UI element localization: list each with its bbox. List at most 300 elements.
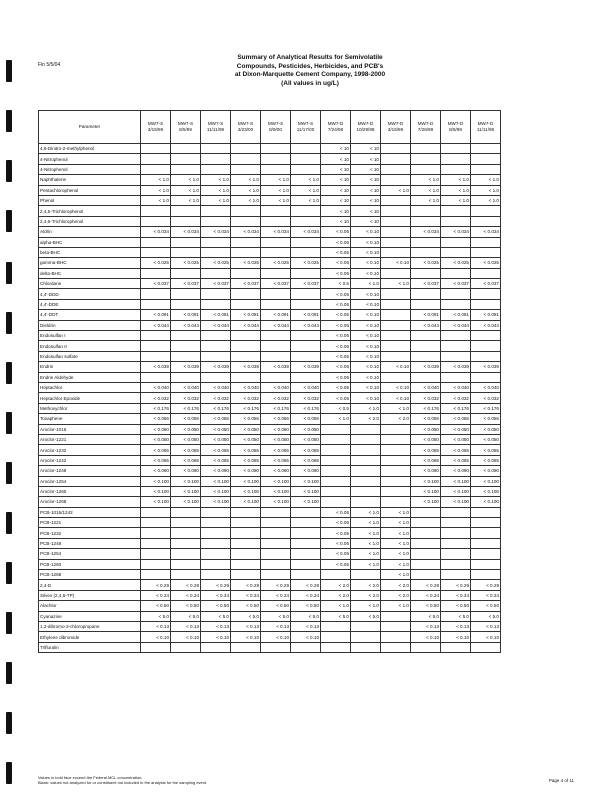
result-cell: < 0.065	[291, 445, 321, 455]
parameter-name: PCB-1254	[39, 549, 141, 559]
result-cell	[261, 642, 291, 652]
table-row	[39, 466, 501, 476]
result-cell: < 10	[321, 154, 351, 164]
column-date: 10/29/98	[356, 127, 375, 132]
header-row	[39, 111, 501, 144]
result-cell	[381, 247, 411, 257]
result-cell: < 0.065	[291, 455, 321, 465]
result-cell: < 1.0	[171, 175, 201, 185]
result-cell: < 2.0	[381, 414, 411, 424]
result-cell	[411, 299, 441, 309]
result-cell	[411, 247, 441, 257]
punch-hole-mark	[6, 662, 12, 684]
result-cell	[261, 206, 291, 216]
result-cell: < 1.0	[171, 185, 201, 195]
result-cell: < 0.176	[231, 403, 261, 413]
result-cell: < 10	[351, 216, 381, 226]
result-cell: < 5.0	[291, 611, 321, 621]
result-cell: < 0.34	[231, 590, 261, 600]
result-cell	[231, 351, 261, 361]
column-label: MW7-S	[237, 121, 254, 126]
result-cell	[201, 372, 231, 382]
parameter-name: Aroclor-1248	[39, 466, 141, 476]
punch-hole-mark	[6, 262, 12, 284]
result-cell	[351, 486, 381, 496]
result-cell: < 0.29	[231, 580, 261, 590]
result-cell	[231, 559, 261, 569]
result-cell: < 0.10	[261, 632, 291, 642]
result-cell: < 0.10	[201, 632, 231, 642]
result-cell: < 0.040	[201, 382, 231, 392]
result-cell: < 0.090	[201, 466, 231, 476]
result-cell	[201, 507, 231, 517]
table-row	[39, 382, 501, 392]
result-cell: < 0.032	[261, 393, 291, 403]
result-cell: < 1.0	[351, 518, 381, 528]
result-cell	[201, 559, 231, 569]
result-cell: < 0.10	[351, 362, 381, 372]
punch-hole-mark	[6, 412, 12, 434]
result-cell	[171, 341, 201, 351]
result-cell: < 0.100	[471, 476, 501, 486]
result-cell: < 0.29	[201, 580, 231, 590]
result-cell: < 0.05	[321, 227, 351, 237]
table-row	[39, 310, 501, 320]
well-column-header	[351, 111, 381, 144]
result-cell: < 0.050	[441, 424, 471, 434]
result-cell	[261, 528, 291, 538]
result-cell: < 1.0	[381, 601, 411, 611]
result-cell	[231, 570, 261, 580]
result-cell	[471, 642, 501, 652]
column-date: 3/15/99	[147, 127, 164, 132]
result-cell: < 0.05	[321, 331, 351, 341]
result-cell: < 0.10	[351, 341, 381, 351]
result-cell: < 0.10	[171, 632, 201, 642]
parameter-name: Endosulfan II	[39, 341, 141, 351]
table-row	[39, 642, 501, 652]
result-cell: < 0.13	[471, 621, 501, 631]
result-cell	[231, 216, 261, 226]
punch-hole-mark	[6, 210, 12, 232]
parameter-name: Endosulfan sulfate	[39, 351, 141, 361]
result-cell	[261, 351, 291, 361]
result-cell	[411, 351, 441, 361]
title-line: (All values in ug/L)	[281, 79, 339, 87]
table-row	[39, 341, 501, 351]
result-cell	[261, 538, 291, 548]
result-cell: < 0.025	[171, 258, 201, 268]
punch-hole-mark	[6, 60, 12, 82]
result-cell: < 0.100	[231, 476, 261, 486]
result-cell	[171, 642, 201, 652]
result-cell: < 0.29	[291, 580, 321, 590]
result-cell: < 5.0	[321, 611, 351, 621]
result-cell: < 0.176	[471, 403, 501, 413]
result-cell: < 0.100	[231, 497, 261, 507]
result-cell: < 0.065	[471, 445, 501, 455]
result-cell: < 1.0	[411, 185, 441, 195]
table-row	[39, 372, 501, 382]
result-cell: < 0.10	[351, 320, 381, 330]
result-cell: < 2.0	[351, 414, 381, 424]
table-row	[39, 227, 501, 237]
result-cell: < 0.05	[321, 299, 351, 309]
column-label: MW7-S	[297, 121, 314, 126]
result-cell: < 0.10	[381, 393, 411, 403]
result-cell	[441, 507, 471, 517]
result-cell	[381, 497, 411, 507]
column-date: 11/11/99	[476, 127, 495, 132]
result-cell: < 0.100	[441, 476, 471, 486]
result-cell	[171, 289, 201, 299]
result-cell: < 0.05	[321, 382, 351, 392]
result-cell: < 0.056	[201, 414, 231, 424]
table-row	[39, 476, 501, 486]
parameter-name: 4,6-Dinitro-2-methylphenol	[39, 144, 141, 154]
title-line: Compounds, Pesticides, Herbicides, and PCB's	[236, 62, 384, 70]
result-cell	[351, 466, 381, 476]
result-cell: < 0.091	[291, 310, 321, 320]
result-cell: < 0.10	[351, 237, 381, 247]
result-cell: < 0.100	[201, 486, 231, 496]
result-cell: < 0.065	[231, 445, 261, 455]
result-cell: < 2.0	[351, 580, 381, 590]
result-cell	[441, 538, 471, 548]
result-cell	[441, 247, 471, 257]
result-cell: < 0.044	[201, 320, 231, 330]
well-column-header	[321, 111, 351, 144]
page-number: Page 4 of 11	[548, 778, 574, 783]
result-cell: < 0.034	[201, 227, 231, 237]
result-cell: < 0.065	[411, 445, 441, 455]
result-cell: < 0.34	[201, 590, 231, 600]
result-cell: < 0.10	[291, 632, 321, 642]
result-cell: < 0.065	[441, 445, 471, 455]
result-cell: < 10	[351, 164, 381, 174]
result-cell: < 1.0	[351, 528, 381, 538]
result-cell: < 0.10	[351, 227, 381, 237]
result-cell: < 0.100	[141, 486, 171, 496]
table-row	[39, 486, 501, 496]
result-cell	[411, 507, 441, 517]
result-cell: < 10	[321, 195, 351, 205]
result-cell: < 0.100	[261, 476, 291, 486]
result-cell	[471, 341, 501, 351]
result-cell: < 0.100	[141, 497, 171, 507]
parameter-name: Phenol	[39, 195, 141, 205]
result-cell: < 0.05	[321, 518, 351, 528]
result-cell: < 0.050	[201, 434, 231, 444]
result-cell: < 0.50	[291, 601, 321, 611]
column-label: MW7-S	[267, 121, 284, 126]
result-cell	[291, 538, 321, 548]
result-cell	[171, 528, 201, 538]
result-cell	[471, 206, 501, 216]
result-cell: < 1.0	[231, 185, 261, 195]
column-date: 3/16/99	[387, 127, 404, 132]
result-cell	[411, 559, 441, 569]
result-cell	[441, 549, 471, 559]
well-column-header	[261, 111, 291, 144]
result-cell: < 0.05	[321, 351, 351, 361]
table-row	[39, 268, 501, 278]
parameter-name: 2,4,6-Trichlorophenol	[39, 216, 141, 226]
result-cell	[231, 331, 261, 341]
punch-hole-mark	[6, 562, 12, 584]
punch-hole-mark	[6, 160, 12, 182]
well-column-header	[471, 111, 501, 144]
result-cell: < 0.090	[471, 466, 501, 476]
result-cell	[471, 538, 501, 548]
result-cell	[321, 445, 351, 455]
result-cell: < 0.05	[321, 247, 351, 257]
result-cell: < 0.29	[471, 580, 501, 590]
result-cell	[201, 331, 231, 341]
result-cell: < 0.34	[261, 590, 291, 600]
result-cell	[381, 455, 411, 465]
result-cell	[381, 476, 411, 486]
result-cell	[441, 154, 471, 164]
result-cell: < 0.10	[381, 258, 411, 268]
well-column-header	[291, 111, 321, 144]
result-cell: < 0.065	[471, 455, 501, 465]
result-cell: < 1.0	[381, 570, 411, 580]
result-cell	[411, 216, 441, 226]
parameter-name: Ethylene dibromide	[39, 632, 141, 642]
result-cell: < 0.100	[291, 497, 321, 507]
result-cell: < 0.040	[171, 382, 201, 392]
result-cell	[171, 549, 201, 559]
result-cell	[291, 216, 321, 226]
result-cell: < 0.034	[411, 227, 441, 237]
result-cell	[381, 466, 411, 476]
result-cell: < 1.0	[411, 175, 441, 185]
parameter-name: Endrin	[39, 362, 141, 372]
punch-hole-mark	[6, 312, 12, 334]
column-label: MW7-S	[147, 121, 164, 126]
result-cell: < 1.0	[441, 175, 471, 185]
punch-hole-mark	[6, 712, 12, 734]
table-row	[39, 289, 501, 299]
result-cell	[261, 559, 291, 569]
result-cell: < 1.0	[381, 549, 411, 559]
result-cell	[381, 445, 411, 455]
result-cell	[201, 237, 231, 247]
result-cell: < 0.039	[291, 362, 321, 372]
result-cell	[291, 237, 321, 247]
parameter-name: Aroclor-1260	[39, 486, 141, 496]
result-cell: < 0.10	[351, 310, 381, 320]
column-date: 8/5/99	[449, 127, 462, 132]
result-cell	[141, 518, 171, 528]
result-cell	[471, 247, 501, 257]
result-cell	[141, 341, 171, 351]
result-cell	[471, 331, 501, 341]
result-cell: < 0.13	[171, 621, 201, 631]
result-cell	[381, 164, 411, 174]
result-cell	[411, 528, 441, 538]
result-cell	[261, 570, 291, 580]
result-cell	[471, 351, 501, 361]
result-cell	[141, 216, 171, 226]
punch-hole-mark	[6, 612, 12, 634]
result-cell: < 0.065	[261, 445, 291, 455]
result-cell	[171, 164, 201, 174]
result-cell: < 0.091	[141, 310, 171, 320]
result-cell	[381, 206, 411, 216]
result-cell	[381, 341, 411, 351]
result-cell: < 1.0	[171, 195, 201, 205]
result-cell	[321, 486, 351, 496]
result-cell	[231, 268, 261, 278]
column-label: Parameter	[78, 124, 101, 129]
result-cell	[381, 195, 411, 205]
result-cell	[291, 570, 321, 580]
result-cell: < 0.34	[141, 590, 171, 600]
result-cell	[471, 144, 501, 154]
result-cell	[411, 206, 441, 216]
result-cell: < 0.034	[471, 227, 501, 237]
parameter-name: PCB-1248	[39, 538, 141, 548]
result-cell: < 0.044	[231, 320, 261, 330]
result-cell	[291, 528, 321, 538]
result-cell: < 10	[321, 144, 351, 154]
result-cell	[201, 206, 231, 216]
result-cell: < 1.0	[261, 175, 291, 185]
table-row	[39, 621, 501, 631]
result-cell	[171, 538, 201, 548]
result-cell: < 0.100	[291, 486, 321, 496]
result-cell: < 0.05	[321, 341, 351, 351]
column-date: 3/23/00	[237, 127, 254, 132]
result-cell: < 0.176	[171, 403, 201, 413]
result-cell: < 0.025	[201, 258, 231, 268]
table-row	[39, 632, 501, 642]
parameter-name: Endosulfan I	[39, 331, 141, 341]
result-cell	[171, 559, 201, 569]
result-cell	[171, 144, 201, 154]
well-column-header	[381, 111, 411, 144]
result-cell: < 0.050	[261, 424, 291, 434]
result-cell	[201, 247, 231, 257]
result-cell: < 0.100	[411, 476, 441, 486]
result-cell	[291, 206, 321, 216]
result-cell: < 10	[321, 175, 351, 185]
result-cell: < 1.0	[381, 403, 411, 413]
result-cell: < 1.0	[351, 538, 381, 548]
result-cell	[411, 331, 441, 341]
result-cell: < 0.065	[171, 455, 201, 465]
result-cell	[201, 570, 231, 580]
result-cell	[141, 164, 171, 174]
result-cell	[381, 175, 411, 185]
table-row	[39, 164, 501, 174]
result-cell: < 0.10	[441, 632, 471, 642]
result-cell: < 0.176	[291, 403, 321, 413]
result-cell: < 1.0	[261, 195, 291, 205]
parameter-name: Heptachlor Epoxide	[39, 393, 141, 403]
column-label: MW7-D	[327, 121, 344, 126]
result-cell	[201, 216, 231, 226]
result-cell	[141, 206, 171, 216]
result-cell	[351, 445, 381, 455]
result-cell	[291, 247, 321, 257]
result-cell: < 0.10	[411, 632, 441, 642]
result-cell: < 0.05	[321, 393, 351, 403]
table-row	[39, 570, 501, 580]
result-cell: < 1.0	[291, 175, 321, 185]
result-cell	[291, 164, 321, 174]
result-cell	[471, 570, 501, 580]
result-cell: < 0.091	[231, 310, 261, 320]
result-cell	[291, 372, 321, 382]
result-cell: < 5.0	[141, 611, 171, 621]
result-cell: < 0.040	[291, 382, 321, 392]
result-cell	[231, 247, 261, 257]
result-cell: < 0.044	[171, 320, 201, 330]
result-cell	[261, 164, 291, 174]
result-cell: < 0.100	[201, 497, 231, 507]
result-cell: < 0.100	[171, 486, 201, 496]
result-cell: < 10	[351, 175, 381, 185]
result-cell: < 0.034	[261, 227, 291, 237]
result-cell: < 0.29	[171, 580, 201, 590]
result-cell	[471, 528, 501, 538]
result-cell: < 0.050	[471, 424, 501, 434]
result-cell: < 0.037	[231, 279, 261, 289]
result-cell: < 1.0	[351, 507, 381, 517]
result-cell: < 1.0	[351, 549, 381, 559]
result-cell	[381, 632, 411, 642]
result-cell: < 0.025	[141, 258, 171, 268]
result-cell	[141, 528, 171, 538]
result-cell: < 0.176	[441, 403, 471, 413]
result-cell: < 0.05	[321, 310, 351, 320]
result-cell	[381, 268, 411, 278]
parameter-name: 1,2-dibromo-3-chloropropane	[39, 621, 141, 631]
table-row	[39, 206, 501, 216]
column-label: MW7-D	[477, 121, 494, 126]
result-cell	[381, 289, 411, 299]
result-cell: < 0.13	[231, 621, 261, 631]
result-cell: < 0.040	[231, 382, 261, 392]
result-cell	[141, 144, 171, 154]
result-cell	[321, 497, 351, 507]
result-cell	[321, 466, 351, 476]
result-cell: < 0.090	[261, 466, 291, 476]
result-cell: < 0.090	[441, 466, 471, 476]
result-cell	[171, 268, 201, 278]
result-cell: < 1.0	[381, 538, 411, 548]
result-cell: < 0.50	[441, 601, 471, 611]
result-cell: < 0.032	[231, 393, 261, 403]
result-cell	[471, 216, 501, 226]
result-cell	[441, 351, 471, 361]
result-cell: < 0.065	[261, 455, 291, 465]
result-cell: < 0.10	[141, 632, 171, 642]
result-cell: < 0.091	[261, 310, 291, 320]
column-date: 7/24/98	[327, 127, 344, 132]
result-cell	[321, 621, 351, 631]
result-cell	[291, 549, 321, 559]
parameter-name: PCB-1268	[39, 570, 141, 580]
result-cell	[231, 206, 261, 216]
result-cell: < 1.0	[381, 507, 411, 517]
result-cell	[261, 299, 291, 309]
result-cell	[381, 486, 411, 496]
result-cell	[231, 549, 261, 559]
